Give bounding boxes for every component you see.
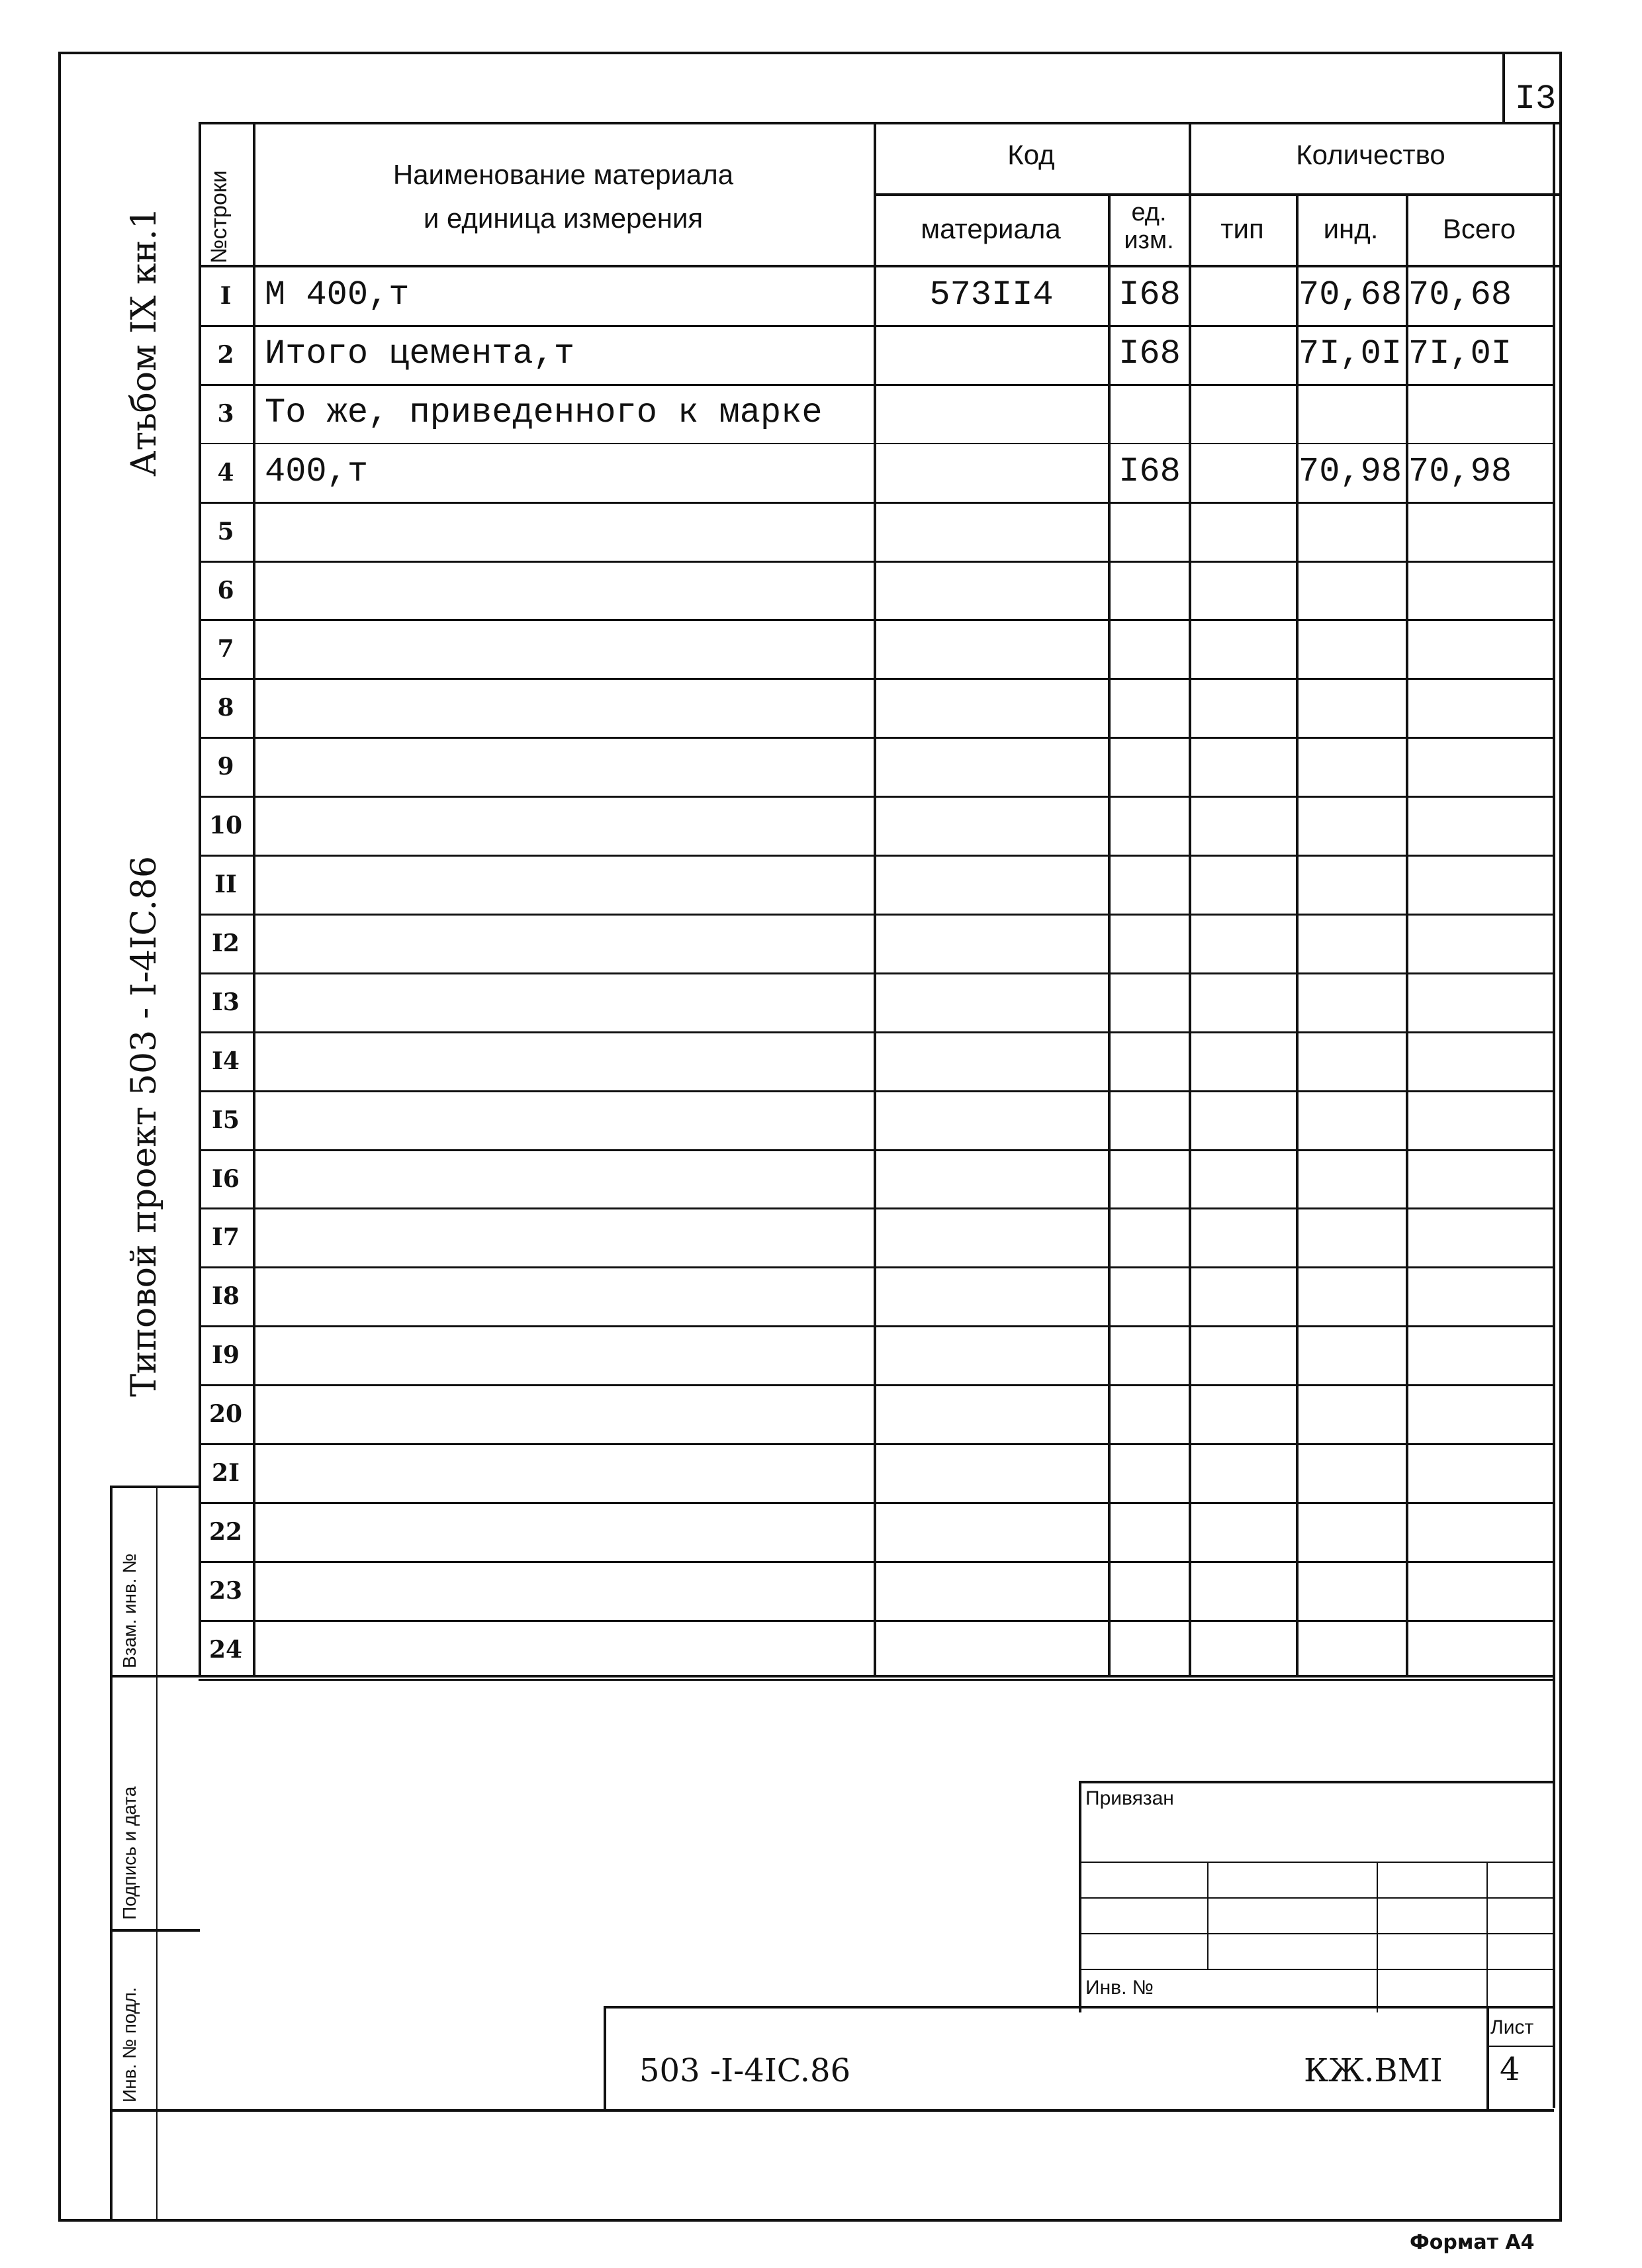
row-separator xyxy=(199,325,1555,327)
row-number: I7 xyxy=(212,1223,240,1252)
row-separator xyxy=(199,737,1555,739)
tb-privyazan: Привязан xyxy=(1085,1787,1174,1809)
header-q-total: Всего xyxy=(1442,213,1516,244)
row-number: I xyxy=(220,282,232,310)
row-number: I3 xyxy=(212,988,240,1016)
header-quantity: Количество xyxy=(1296,139,1445,170)
header-code: Код xyxy=(1007,139,1055,170)
tb-row-3 xyxy=(1079,1933,1554,1934)
row-total: 7I,0I xyxy=(1408,334,1512,373)
row-number: 2 xyxy=(217,340,234,369)
stamp-vzam-label: Взам. инв. № xyxy=(119,1553,140,1668)
stamp-line-2 xyxy=(110,1929,200,1932)
row-separator xyxy=(199,619,1555,621)
tb-col-2 xyxy=(1377,1862,1378,2012)
row-number: 22 xyxy=(208,1517,243,1546)
row-total: 70,98 xyxy=(1408,451,1512,491)
stamp-line-1 xyxy=(110,1675,1554,1677)
row-separator xyxy=(199,1031,1555,1033)
row-unit: I68 xyxy=(1118,451,1181,491)
tb-row-4 xyxy=(1079,1969,1554,1970)
header-q-type: тип xyxy=(1220,213,1264,244)
stamp-top-line xyxy=(110,1486,200,1488)
tb-sheet-left-line xyxy=(1486,2006,1489,2110)
row-number: I9 xyxy=(212,1341,240,1370)
tb-col-3 xyxy=(1486,1862,1488,2012)
row-name: То же, приведенного к марке xyxy=(265,393,823,432)
row-separator xyxy=(199,1266,1555,1268)
album-label: Атьбом IX кн.1 xyxy=(124,207,164,477)
row-name: М 400,т xyxy=(265,275,410,314)
row-separator xyxy=(199,972,1555,974)
tb-doc-number: 503 -I-4IC.86 xyxy=(639,2052,851,2089)
row-number: I5 xyxy=(212,1106,240,1134)
header-row-no: №строки xyxy=(206,170,232,263)
tb-sheet-mid-line xyxy=(1486,2046,1554,2047)
tb-doc-top-line xyxy=(604,2006,1554,2008)
row-separator xyxy=(199,502,1555,504)
row-separator xyxy=(199,1325,1555,1327)
row-separator xyxy=(199,443,1555,444)
row-unit: I68 xyxy=(1118,275,1181,314)
row-number: 8 xyxy=(217,694,234,722)
header-code-material: материала xyxy=(921,213,1061,244)
tb-doc-code: КЖ.ВМI xyxy=(1304,2052,1443,2089)
header-bottom-line xyxy=(199,265,1562,267)
row-number: 9 xyxy=(217,753,234,781)
row-number: 3 xyxy=(217,399,234,428)
tb-row-2 xyxy=(1079,1897,1554,1899)
row-separator xyxy=(199,1384,1555,1386)
row-separator xyxy=(199,855,1555,857)
row-number: 6 xyxy=(217,576,234,604)
format-label: Формат А4 xyxy=(1410,2231,1535,2254)
row-name: 400,т xyxy=(265,451,369,491)
tb-inv-no: Инв. № xyxy=(1085,1977,1154,1999)
row-number: I6 xyxy=(212,1164,240,1193)
row-number: 5 xyxy=(217,517,234,545)
row-separator xyxy=(199,914,1555,916)
ind-total-divider xyxy=(1406,193,1408,1676)
stamp-bottom-line xyxy=(110,2109,1554,2112)
row-number: 2I xyxy=(212,1459,240,1487)
row-separator xyxy=(199,1443,1555,1445)
table-right-line xyxy=(1553,122,1555,2108)
page-number-divider xyxy=(1502,52,1505,124)
row-unit: I68 xyxy=(1118,334,1181,373)
row-separator xyxy=(199,561,1555,563)
row-name: Итого цемента,т xyxy=(265,334,575,373)
code-unit-divider xyxy=(1108,193,1111,1676)
row-separator xyxy=(199,1502,1555,1504)
row-code: 573II4 xyxy=(929,275,1054,314)
header-name-line1: Наименование материала xyxy=(392,159,734,190)
tb-sheet-value: 4 xyxy=(1500,2051,1520,2088)
tb-left-line xyxy=(1079,1781,1081,2012)
header-q-ind: инд. xyxy=(1323,213,1379,244)
project-label: Типовой проект 503 - I-4IC.86 xyxy=(124,855,164,1397)
drawing-frame xyxy=(58,52,1562,2222)
row-separator xyxy=(199,1620,1555,1622)
row-ind: 7I,0I xyxy=(1299,334,1402,373)
row-ind: 70,68 xyxy=(1299,275,1402,314)
table-top-line xyxy=(199,122,1562,124)
tb-sheet-label: Лист xyxy=(1490,2016,1534,2038)
row-number: I8 xyxy=(212,1282,240,1311)
row-separator xyxy=(199,1149,1555,1151)
header-code-unit: ед. изм. xyxy=(1124,199,1174,254)
row-separator xyxy=(199,678,1555,680)
row-number: 20 xyxy=(208,1400,243,1429)
page-number: I3 xyxy=(1514,79,1557,118)
row-separator xyxy=(199,796,1555,798)
row-number: 7 xyxy=(217,635,234,663)
row-number: 24 xyxy=(208,1635,243,1664)
stamp-inv-label: Инв. № подл. xyxy=(119,1987,140,2103)
row-number: 10 xyxy=(208,812,243,840)
type-ind-divider xyxy=(1296,193,1299,1676)
row-ind: 70,98 xyxy=(1299,451,1402,491)
row-number: I2 xyxy=(212,929,240,957)
row-separator xyxy=(199,1090,1555,1092)
row-separator xyxy=(199,1561,1555,1563)
row-separator xyxy=(199,1207,1555,1209)
row-number: 23 xyxy=(208,1576,243,1605)
row-number: I4 xyxy=(212,1047,240,1075)
tb-top-line xyxy=(1079,1781,1554,1783)
header-name-line2: и единица измерения xyxy=(423,203,704,234)
row-total: 70,68 xyxy=(1408,275,1512,314)
header-subline xyxy=(874,193,1562,196)
row-number: 4 xyxy=(217,458,234,487)
tb-doc-left-line xyxy=(604,2006,606,2110)
tb-row-1 xyxy=(1079,1862,1554,1863)
row-separator xyxy=(199,1679,1555,1681)
tb-col-1 xyxy=(1207,1862,1209,1969)
row-number: II xyxy=(214,871,237,898)
stamp-podpis-label: Подпись и дата xyxy=(119,1786,140,1920)
row-separator xyxy=(199,384,1555,386)
